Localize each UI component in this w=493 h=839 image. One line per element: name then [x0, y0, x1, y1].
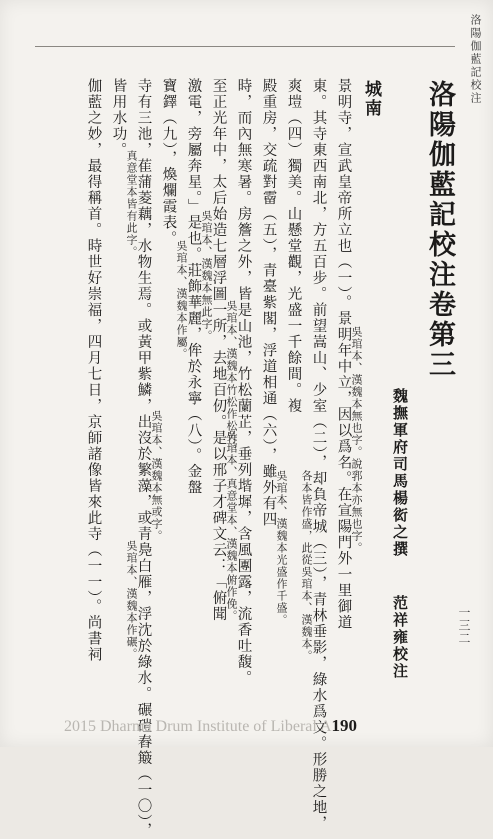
folio-number: 190: [331, 716, 357, 735]
text-column-10: 皆用水功。: [110, 78, 127, 158]
annotation-8: 真意堂本皆有此字。: [125, 150, 138, 258]
annotation-3: 各本皆作盛，此從吳琯本、漢魏本。: [300, 470, 313, 662]
running-title: 洛陽伽藍記校注: [469, 14, 482, 105]
author-line: 魏撫軍府司馬楊衒之撰: [391, 388, 409, 558]
text-column-6: 至正光年中，太后始造七層浮圖一所，去地百仞。是以邢子才碑文云：「俯聞: [210, 78, 227, 622]
footer-watermark: [64, 716, 484, 740]
page-number: 一三二: [457, 606, 471, 645]
annotation-1: 吳琯本、漢魏本無也字。說郛本亦無也字。: [350, 326, 363, 554]
text-column-9: 寺有三池，萑蒲菱藕，水物生焉。或黃甲紫鱗，出沒於繁藻，或青鳧白雁，浮沈於綠水。碾磑舂簸（一〇），: [135, 78, 152, 839]
text-column-11: 伽藍之妙，最得稱首。時世好崇福，四月七日，京師諸像皆來此寺（一一）。尚書祠: [85, 78, 102, 663]
text-column-4: 殿重房，交疏對霤（五），青臺紫閣，浮道相通（六），雖外有四: [260, 78, 277, 528]
text-column-8: 寶鐸（九），煥爛霞表。: [160, 78, 177, 247]
text-column-7: 激電，旁屬奔星。」是也。莊飾華麗，侔於永寧（八）。金盤: [185, 78, 202, 496]
volume-title: 洛陽伽藍記校注卷第三: [424, 80, 455, 380]
text-column-3: 爽塏（四）獨美。山懸堂觀，光盛一千餘間。複: [285, 78, 302, 414]
section-heading: 城南: [361, 80, 381, 118]
editor-line: 范祥雍校注: [391, 595, 409, 680]
annotation-10: 吳琯本、漢魏本作碾。: [125, 540, 138, 660]
header-rule: [35, 46, 455, 47]
text-column-5: 時，而內無寒暑。房簷之外，皆是山池，竹松蘭芷，垂列堦墀，含風團露，流香吐馥。: [235, 78, 252, 686]
annotation-9: 吳琯本、漢魏本無或字。: [150, 410, 163, 542]
annotation-7: 吳琯本、真意堂本、漢魏本俯作俛。: [225, 430, 238, 622]
annotation-4: 吳琯本、漢魏本竹松作松竹。: [225, 300, 238, 456]
annotation-5: 吳琯本、漢魏本作屬。: [175, 240, 188, 360]
text-column-1: 景明寺，宣武皇帝所立也（一）。景明年中立，因以爲名。在宣陽門外一里御道: [335, 78, 352, 631]
watermark-text: 2015 Dharma Drum Institute of Liberal A: [64, 718, 332, 735]
annotation-6: 吳琯本、漢魏本無此字。: [200, 210, 213, 342]
annotation-2: 吳琯本、漢魏本光盛作千盛。: [275, 470, 288, 626]
text-column-2: 東。其寺東西南北，方五百步。前望嵩山、少室（二），却負帝城（三），青林垂影，綠水爲文。形勝之地，: [310, 78, 327, 832]
